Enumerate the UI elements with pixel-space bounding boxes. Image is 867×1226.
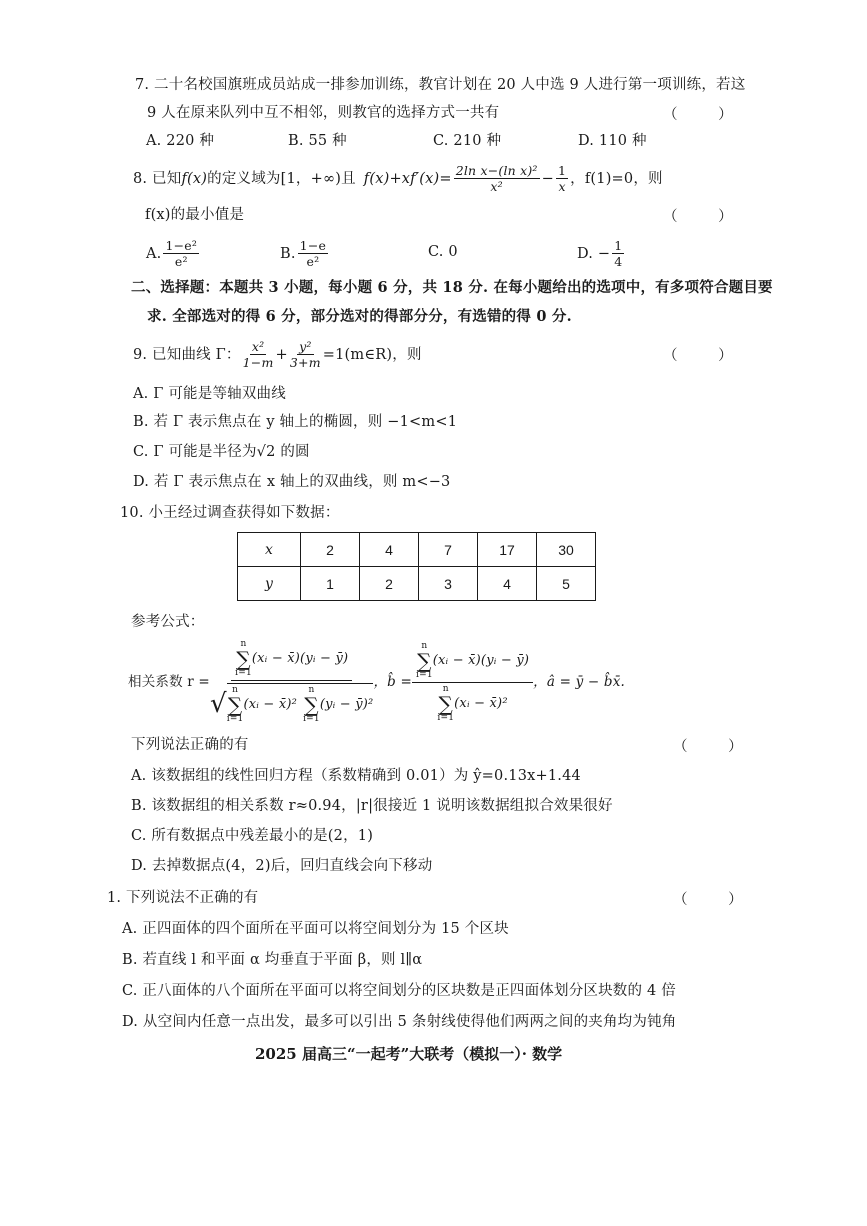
q9-option-b: B. 若 Γ 表示焦点在 y 轴上的椭圆，则 −1<m<1 (133, 414, 458, 430)
q7-answer-paren: （ ） (663, 107, 751, 123)
q8-option-b-den: e² (306, 254, 320, 269)
q8-option-c: C. 0 (428, 244, 458, 260)
table-cell: 2 (360, 567, 419, 601)
q9-answer-paren: （ ） (663, 348, 751, 364)
q8-domain: 的定义域为[1，+∞)且 (207, 170, 356, 187)
formula-r-fraction: n ∑ i=1 (xᵢ − x̄)(yᵢ − ȳ) √ n ∑ i=1 (xᵢ − x̄)² n ∑ i=1 (yᵢ − ȳ)² (209, 639, 374, 724)
q9-frac2-num: y² (299, 339, 312, 354)
formula-b-numerator: (xᵢ − x̄)(yᵢ − ȳ) (432, 652, 530, 668)
q9-plus: + (275, 346, 288, 363)
q8-frac2-denominator: x (558, 179, 566, 194)
q11-option-d: D. 从空间内任意一点出发，最多可以引出 5 条射线使得他们两两之间的夹角均为钝角 (122, 1014, 677, 1030)
q8-prefix: 8. 已知 (133, 170, 182, 187)
q9-option-d: D. 若 Γ 表示焦点在 x 轴上的双曲线，则 m<−3 (133, 474, 451, 490)
q8-eq-lhs: f(x)+xf′(x)= (363, 170, 452, 187)
table-cell: 17 (478, 533, 537, 567)
q8-option-a (146, 238, 201, 269)
q9-stem (133, 339, 422, 370)
q8-line1 (133, 163, 663, 194)
q8-option-b (280, 238, 330, 269)
q10-option-b: B. 该数据组的相关系数 r≈0.94，|r|很接近 1 说明该数据组拟合效果很好 (131, 798, 613, 814)
q11-stem: 1. 下列说法不正确的有 (107, 890, 259, 906)
q10-answer-paren: （ ） (673, 739, 761, 755)
section2-instructions-line2: 求. 全部选对的得 6 分，部分选对的得部分分，有选错的得 0 分. (147, 308, 572, 325)
q10-formulas (128, 640, 625, 724)
q8-option-a-num: 1−e² (165, 238, 198, 253)
table-x-label: x (238, 533, 301, 567)
table-cell: 1 (301, 567, 360, 601)
formula-b-denominator: (xᵢ − x̄)² (454, 695, 508, 711)
formula-r-denominator-a: (xᵢ − x̄)² (243, 697, 298, 712)
q8-frac2-numerator: 1 (557, 163, 567, 178)
q9-prefix: 9. 已知曲线 Γ： (133, 346, 241, 363)
table-cell: 30 (537, 533, 596, 567)
q11-option-c: C. 正八面体的八个面所在平面可以将空间划分的区块数是正四面体划分区块数的 4 倍 (122, 983, 676, 999)
table-cell: 5 (537, 567, 596, 601)
q9-frac2-den: 3+m (289, 355, 321, 370)
q8-frac-denominator: x² (490, 179, 503, 194)
q8-option-a-label: A. (146, 245, 162, 262)
q8-answer-paren: （ ） (663, 209, 751, 225)
q10-option-c: C. 所有数据点中残差最小的是(2，1) (131, 828, 374, 844)
q8-tail: ，f(1)=0，则 (570, 170, 663, 187)
q8-option-b-num: 1−e (299, 238, 327, 253)
q8-option-a-den: e² (174, 254, 188, 269)
q7-line1: 7. 二十名校国旗班成员站成一排参加训练，教官计划在 20 人中选 9 人进行第一项训练，若这 (135, 77, 746, 93)
formula-b-fraction: n ∑ i=1 (xᵢ − x̄)(yᵢ − ȳ) n ∑ i=1 (xᵢ − x̄)² (412, 642, 533, 723)
q7-line2: 9 人在原来队列中互不相邻，则教官的选择方式一共有 (147, 105, 500, 121)
table-cell: 4 (360, 533, 419, 567)
table-cell: 7 (419, 533, 478, 567)
table-row (238, 567, 596, 601)
formula-r-label: 相关系数 r = (128, 674, 210, 690)
table-cell: 3 (419, 567, 478, 601)
q8-minus: − (541, 170, 554, 187)
q8-option-b-label: B. (280, 245, 296, 262)
page-footer: 2025 届高三“一起考”大联考（模拟一）· 数学 (255, 1045, 563, 1063)
formula-r-numerator: (xᵢ − x̄)(yᵢ − ȳ) (251, 651, 349, 666)
q11-answer-paren: （ ） (673, 892, 761, 908)
q7-option-a: A. 220 种 (146, 133, 215, 149)
q9-tail: =1(m∈R)，则 (322, 346, 422, 363)
q8-option-d (577, 238, 626, 269)
q10-data-table (237, 532, 596, 601)
formula-r-denominator-b: (yᵢ − ȳ)² (319, 697, 374, 712)
table-row (238, 533, 596, 567)
q8-option-d-label: D. − (577, 245, 611, 262)
q10-stem: 10. 小王经过调查获得如下数据： (120, 505, 340, 521)
table-cell: 4 (478, 567, 537, 601)
q11-option-b: B. 若直线 l 和平面 α 均垂直于平面 β，则 l∥α (122, 952, 423, 968)
formula-a: ，â = ȳ − b̂x̄. (533, 674, 626, 690)
q8-fx: f(x) (181, 170, 208, 187)
formula-b-label: ，b̂ = (373, 674, 412, 690)
q8-frac-numerator: 2ln x−(ln x)² (455, 163, 538, 178)
section2-instructions-line1: 二、选择题：本题共 3 小题，每小题 6 分，共 18 分. 在每小题给出的选项中，有多项符合题目要 (131, 279, 773, 296)
q10-question: 下列说法正确的有 (131, 737, 249, 753)
q7-option-d: D. 110 种 (578, 133, 647, 149)
table-cell: 2 (301, 533, 360, 567)
q7-option-b: B. 55 种 (288, 133, 347, 149)
q9-option-a: A. Γ 可能是等轴双曲线 (133, 386, 286, 402)
q9-option-c: C. Γ 可能是半径为√2 的圆 (133, 444, 310, 460)
q10-option-d: D. 去掉数据点(4，2)后，回归直线会向下移动 (131, 858, 433, 874)
q9-frac1-den: 1−m (242, 355, 274, 370)
q8-fraction-2 (556, 163, 568, 194)
q10-reference-label: 参考公式： (131, 614, 205, 630)
q8-option-d-den: 4 (614, 254, 623, 269)
q8-fraction (454, 163, 540, 194)
table-y-label: y (238, 567, 301, 601)
q7-option-c: C. 210 种 (433, 133, 502, 149)
q10-option-a: A. 该数据组的线性回归方程（系数精确到 0.01）为 ŷ=0.13x+1.44 (131, 768, 581, 784)
q8-option-d-num: 1 (614, 238, 623, 253)
q11-option-a: A. 正四面体的四个面所在平面可以将空间划分为 15 个区块 (122, 921, 509, 937)
q9-frac1-num: x² (251, 339, 265, 354)
q8-line2: f(x)的最小值是 (145, 207, 245, 223)
